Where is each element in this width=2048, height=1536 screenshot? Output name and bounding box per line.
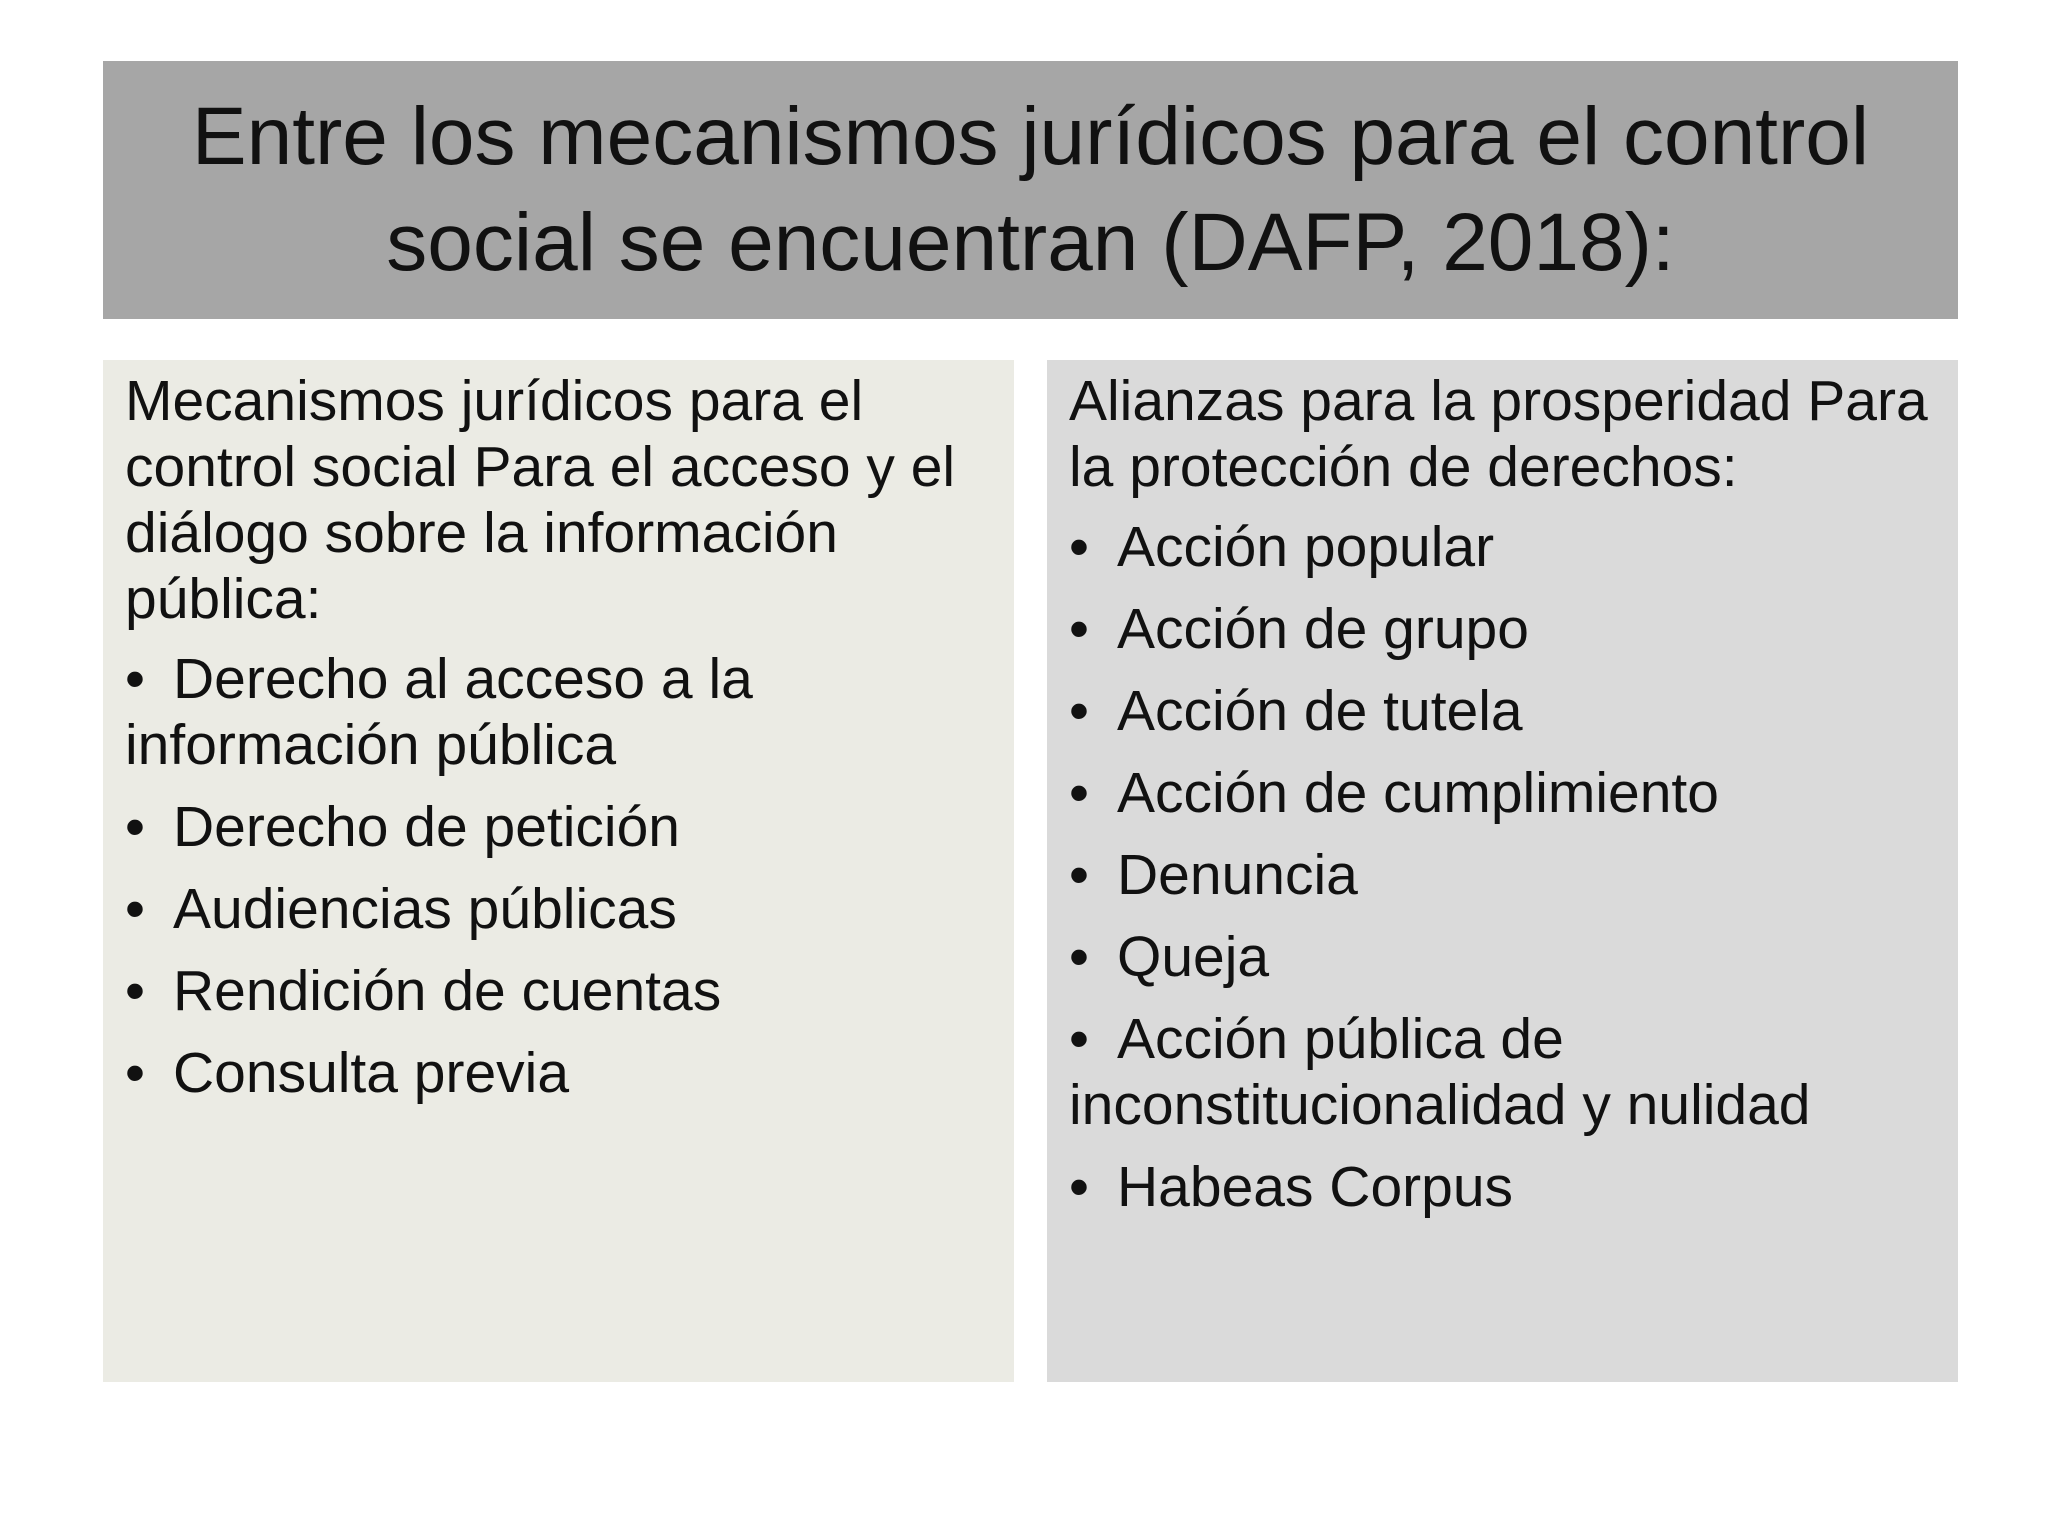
list-item-text: Queja — [1117, 925, 1270, 989]
list-item-text: Derecho al acceso a la información pública — [125, 647, 753, 777]
list-item-text: Acción de grupo — [1117, 597, 1529, 661]
bullet-icon: • — [1069, 843, 1089, 907]
list-item — [125, 876, 992, 942]
list-item — [1069, 1154, 1936, 1220]
left-column-list — [125, 646, 992, 1106]
bullet-icon: • — [1069, 1007, 1089, 1071]
list-item — [125, 646, 992, 778]
list-item — [1069, 1006, 1936, 1138]
list-item — [1069, 678, 1936, 744]
bullet-icon: • — [125, 795, 145, 859]
list-item — [125, 794, 992, 860]
list-item-text: Acción pública de inconstitucionalidad y nulidad — [1069, 1007, 1811, 1137]
bullet-icon: • — [125, 877, 145, 941]
bullet-icon: • — [1069, 1155, 1089, 1219]
list-item — [1069, 514, 1936, 580]
list-item-text: Acción popular — [1117, 515, 1495, 579]
list-item-text: Rendición de cuentas — [173, 959, 722, 1023]
list-item-text: Habeas Corpus — [1117, 1155, 1514, 1219]
list-item-text: Acción de cumplimiento — [1117, 761, 1719, 825]
title-bar — [103, 61, 1958, 319]
right-column-heading: Alianzas para la prosperidad Para la protección de derechos: — [1069, 369, 1928, 499]
list-item-text: Denuncia — [1117, 843, 1358, 907]
list-item — [125, 1040, 992, 1106]
right-column-list — [1069, 514, 1936, 1220]
bullet-icon: • — [125, 1041, 145, 1105]
list-item — [1069, 924, 1936, 990]
list-item — [125, 958, 992, 1024]
slide-title: Entre los mecanismos jurídicos para el control social se encuentran (DAFP, 2018): — [191, 91, 1870, 288]
left-column — [103, 360, 1014, 1382]
list-item-text: Consulta previa — [173, 1041, 570, 1105]
bullet-icon: • — [125, 647, 145, 711]
bullet-icon: • — [1069, 679, 1089, 743]
bullet-icon: • — [1069, 761, 1089, 825]
list-item-text: Audiencias públicas — [173, 877, 677, 941]
bullet-icon: • — [1069, 925, 1089, 989]
list-item — [1069, 842, 1936, 908]
list-item — [1069, 760, 1936, 826]
list-item-text: Acción de tutela — [1117, 679, 1523, 743]
list-item-text: Derecho de petición — [173, 795, 680, 859]
bullet-icon: • — [125, 959, 145, 1023]
left-column-heading: Mecanismos jurídicos para el control social Para el acceso y el diálogo sobre la información pública: — [125, 369, 956, 631]
list-item — [1069, 596, 1936, 662]
bullet-icon: • — [1069, 515, 1089, 579]
right-column — [1047, 360, 1958, 1382]
bullet-icon: • — [1069, 597, 1089, 661]
